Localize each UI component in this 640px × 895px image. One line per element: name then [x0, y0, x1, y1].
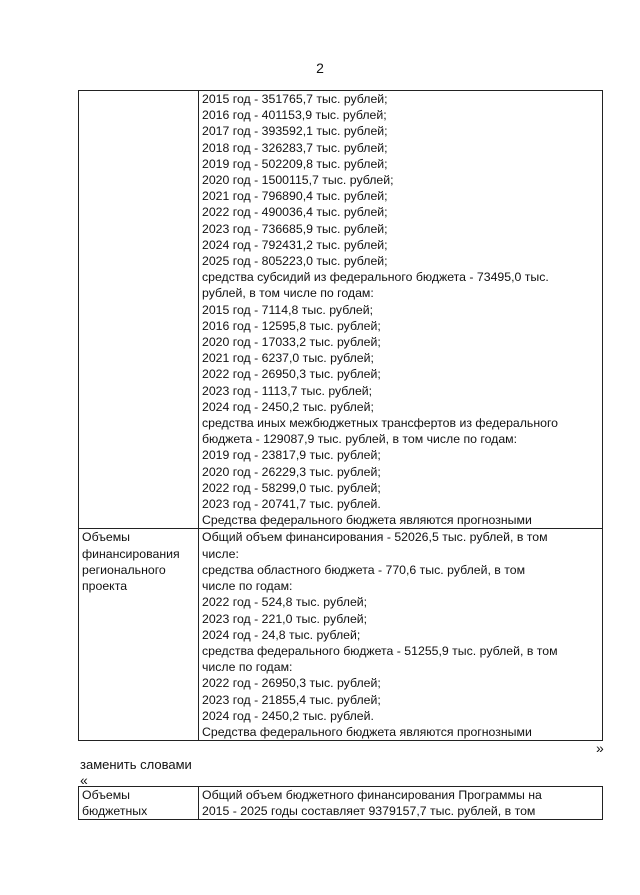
text-line: рублей, в том числе по годам: [202, 286, 374, 301]
table-row [79, 91, 603, 529]
label-line: Объемы [82, 530, 131, 545]
text-line: 2023 год - 221,0 тыс. рублей; [202, 611, 368, 626]
text-line: числе: [202, 546, 239, 561]
funding-table-old [78, 90, 603, 741]
text-line: 2020 год - 26229,3 тыс. рублей; [202, 464, 381, 479]
label-line: регионального [82, 562, 166, 577]
text-line: 2016 год - 401153,9 тыс. рублей; [202, 108, 387, 123]
text-line: средства субсидий из федерального бюджета - 73495,0 тыс. [202, 270, 549, 285]
text-line: средства федерального бюджета - 51255,9 тыс. рублей, в том [202, 643, 558, 658]
text-line: 2020 год - 1500115,7 тыс. рублей; [202, 173, 394, 188]
text-line: 2024 год - 24,8 тыс. рублей; [202, 627, 361, 642]
text-line: 2023 год - 1113,7 тыс. рублей; [202, 383, 373, 398]
text-line: 2024 год - 2450,2 тыс. рублей; [202, 399, 374, 414]
text-line: 2024 год - 2450,2 тыс. рублей. [202, 708, 374, 723]
label-line: Объемы [82, 788, 131, 802]
text-line: 2022 год - 26950,3 тыс. рублей; [202, 367, 381, 382]
text-line: 2023 год - 736685,9 тыс. рублей; [202, 221, 388, 236]
text-line: 2022 год - 490036,4 тыс. рублей; [202, 205, 388, 220]
text-line: 2016 год - 12595,8 тыс. рублей; [202, 318, 381, 333]
text-line: 2023 год - 21855,4 тыс. рублей; [202, 692, 381, 707]
label-line: бюджетных [82, 804, 148, 819]
page-number: 2 [316, 60, 324, 76]
text-line: Общий объем финансирования - 52026,5 тыс. рублей, в том [202, 530, 548, 545]
text-line: 2022 год - 524,8 тыс. рублей; [202, 595, 368, 610]
text-line: 2022 год - 26950,3 тыс. рублей; [202, 676, 381, 691]
text-line: 2022 год - 58299,0 тыс. рублей; [202, 480, 381, 495]
text-line: 2017 год - 393592,1 тыс. рублей; [202, 124, 388, 139]
text-line: 2021 год - 6237,0 тыс. рублей; [202, 351, 374, 366]
text-line: 2019 год - 23817,9 тыс. рублей; [202, 448, 381, 463]
text-line: 2025 год - 805223,0 тыс. рублей; [202, 254, 388, 269]
text-line: бюджета - 129087,9 тыс. рублей, в том числе по годам: [202, 432, 518, 447]
table-cell-content [199, 787, 603, 820]
table-cell-label [79, 91, 199, 529]
text-line: 2015 - 2025 годы составляет 9379157,7 тыс. рублей, в том [202, 804, 536, 819]
text-line: Средства федерального бюджета являются прогнозными [202, 513, 532, 528]
text-line: 2021 год - 796890,4 тыс. рублей; [202, 189, 388, 204]
table-cell-label [79, 787, 199, 820]
text-line: 2015 год - 351765,7 тыс. рублей; [202, 92, 388, 106]
funding-table-new [78, 786, 603, 820]
text-line: 2019 год - 502209,8 тыс. рублей; [202, 156, 388, 171]
text-line: средства областного бюджета - 770,6 тыс. рублей, в том [202, 562, 526, 577]
closing-quote-mark: » [596, 740, 604, 756]
table-row [79, 787, 603, 820]
table-cell-label [79, 529, 199, 741]
text-line: средства иных межбюджетных трансфертов из федерального [202, 416, 559, 431]
text-line: 2015 год - 7114,8 тыс. рублей; [202, 302, 374, 317]
text-line: Общий объем бюджетного финансирования Программы на [202, 788, 542, 802]
table-cell-content [199, 529, 603, 741]
label-line: проекта [82, 579, 128, 594]
text-line: 2020 год - 17033,2 тыс. рублей; [202, 335, 381, 350]
table-row [79, 529, 603, 741]
text-line: 2018 год - 326283,7 тыс. рублей; [202, 140, 388, 155]
text-line: числе по годам: [202, 660, 293, 675]
text-line: 2024 год - 792431,2 тыс. рублей; [202, 237, 388, 252]
label-line: финансирования [82, 546, 180, 561]
text-line: 2023 год - 20741,7 тыс. рублей. [202, 497, 381, 512]
replace-instruction: заменить словами [80, 757, 192, 772]
table-cell-content [199, 91, 603, 529]
text-line: Средства федерального бюджета являются прогнозными [202, 724, 532, 739]
text-line: числе по годам: [202, 579, 293, 594]
opening-quote-mark: « [80, 772, 88, 788]
